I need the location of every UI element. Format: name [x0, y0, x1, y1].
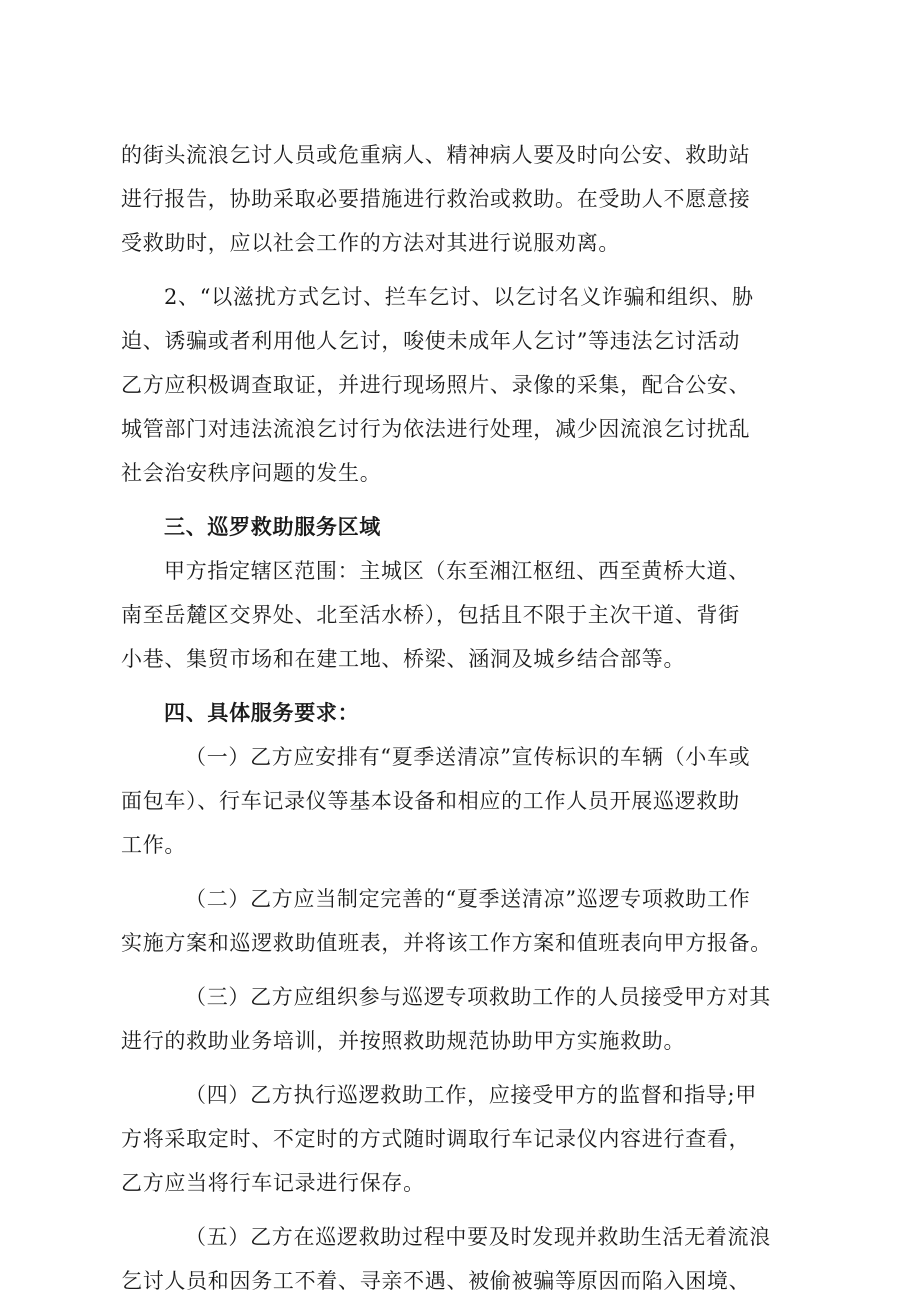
text-line: （三）乙方应组织参与巡逻专项救助工作的人员接受甲方对其: [185, 985, 771, 1009]
text-line: 城管部门对违法流浪乞讨行为依法进行处理，减少因流浪乞讨扰乱: [121, 417, 751, 441]
subparagraph-2: [121, 877, 811, 965]
section-heading: 四、具体服务要求：: [164, 701, 360, 725]
paragraph-service-area: [121, 549, 811, 681]
section-heading-requirements: [121, 691, 811, 735]
subparagraph-5: [121, 1215, 811, 1303]
text-line: 甲方指定辖区范围：主城区（东至湘江枢纽、西至黄桥大道、: [164, 559, 750, 583]
text-line: 2、“以滋扰方式乞讨、拦车乞讨、以乞讨名义诈骗和组织、胁: [164, 285, 754, 309]
text-line: （四）乙方执行巡逻救助工作，应接受甲方的监督和指导;甲: [185, 1083, 757, 1107]
text-line: 工作。: [121, 833, 187, 857]
text-line: 进行报告，协助采取必要措施进行救治或救助。在受助人不愿意接: [121, 187, 751, 211]
text-line: 受救助时，应以社会工作的方法对其进行说服劝离。: [121, 231, 621, 255]
section-heading-patrol-area: [121, 505, 811, 549]
text-line: 进行的救助业务培训，并按照救助规范协助甲方实施救助。: [121, 1029, 686, 1053]
text-line: 的街头流浪乞讨人员或危重病人、精神病人要及时向公安、救助站: [121, 143, 751, 167]
text-line: 小巷、集贸市场和在建工地、桥梁、涵洞及城乡结合部等。: [121, 647, 686, 671]
text-line: 面包车）、行车记录仪等基本设备和相应的工作人员开展巡逻救助: [121, 789, 740, 813]
text-line: 乞讨人员和因务工不着、寻亲不遇、被偷被骗等原因而陷入困境、: [121, 1269, 751, 1293]
paragraph-continuation: [121, 133, 811, 265]
subparagraph-4: [121, 1073, 811, 1205]
text-line: （二）乙方应当制定完善的“夏季送清凉”巡逻专项救助工作: [185, 887, 751, 911]
text-line: （五）乙方在巡逻救助过程中要及时发现并救助生活无着流浪: [185, 1225, 771, 1249]
text-line: 南至岳麓区交界处、北至活水桥），包括且不限于主次干道、背街: [121, 603, 740, 627]
text-line: 迫、诱骗或者利用他人乞讨，唆使未成年人乞讨”等违法乞讨活动: [121, 329, 741, 353]
text-line: 方将采取定时、不定时的方式随时调取行车记录仪内容进行查看，: [121, 1127, 751, 1151]
text-line: （一）乙方应安排有“夏季送清凉”宣传标识的车辆（小车或: [185, 745, 751, 769]
section-heading: 三、巡罗救助服务区域: [164, 515, 381, 539]
document-page: [121, 133, 811, 1303]
text-line: 社会治安秩序问题的发生。: [121, 461, 382, 485]
text-line: 乙方应当将行车记录进行保存。: [121, 1171, 425, 1195]
subparagraph-3: [121, 975, 811, 1063]
text-line: 乙方应积极调查取证，并进行现场照片、录像的采集，配合公安、: [121, 373, 751, 397]
paragraph-item-2: [121, 275, 811, 495]
subparagraph-1: [121, 735, 811, 867]
text-line: 实施方案和巡逻救助值班表，并将该工作方案和值班表向甲方报备。: [121, 931, 772, 955]
